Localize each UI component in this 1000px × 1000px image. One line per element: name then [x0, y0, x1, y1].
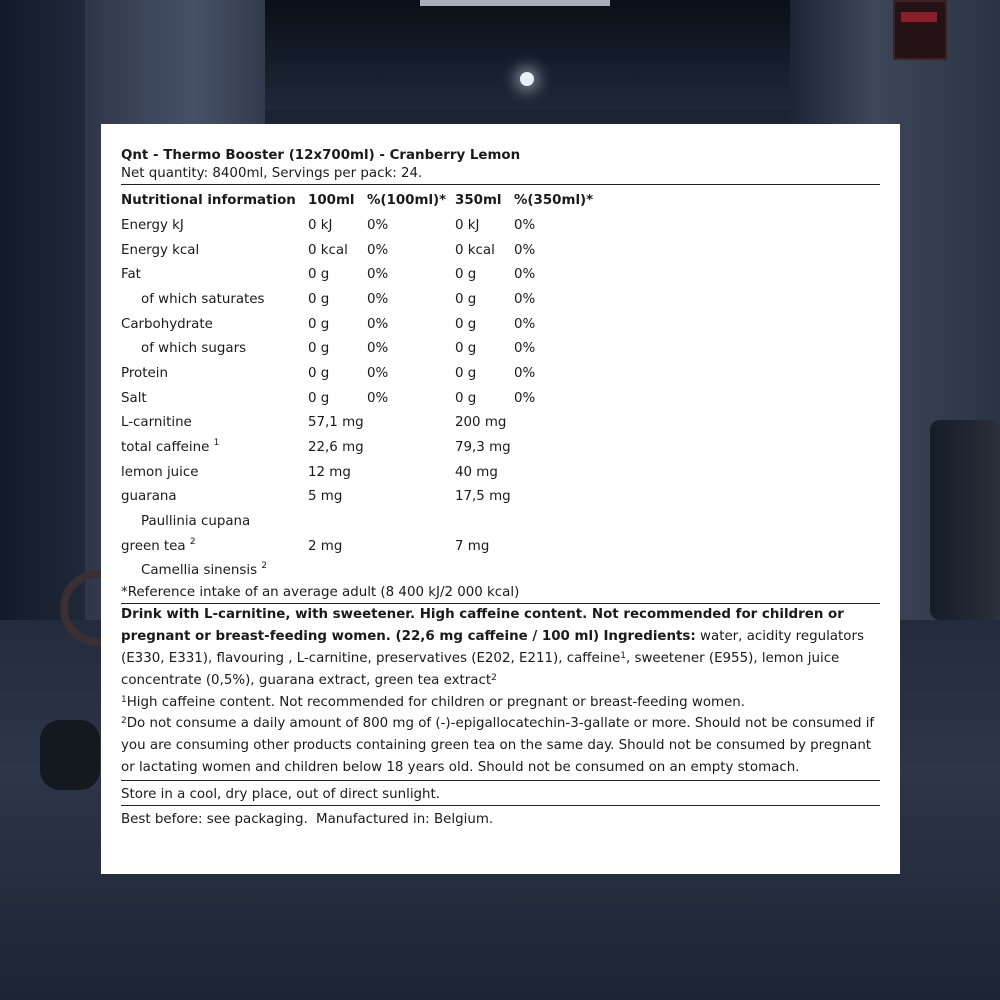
value-350ml-cell: 0 kcal [455, 242, 495, 258]
servings-label: Servings per pack: [271, 166, 397, 181]
footnote-2: Do not consume a daily amount of 800 mg of (-)-epigallocatechin-3-gallate or more. Should not be consumed if you are consuming other products containing green tea on the same day. Should not be consumed by pregnant or lactating women and children below 18 years old. Should not be consumed on an empty stomach. [121, 716, 875, 775]
value-350ml-cell: 79,3 mg [455, 440, 511, 456]
servings-value: 24. [400, 166, 423, 181]
wall-clock [893, 0, 947, 60]
value-350ml-cell: 7 mg [455, 538, 490, 554]
value-100ml-cell: 0 g [308, 365, 330, 381]
table-row [121, 238, 604, 263]
table-row [121, 287, 604, 312]
value-100ml-cell: 0 g [308, 267, 330, 283]
value-100ml-cell: 2 mg [308, 538, 343, 554]
value-100ml-cell: 0 g [308, 390, 330, 406]
percent-100ml-cell [367, 435, 455, 460]
percent-350ml-cell [514, 509, 604, 534]
percent-350ml-cell [514, 559, 604, 584]
net-quantity-value: 8400ml, [212, 166, 268, 181]
value-100ml-cell: 0 kcal [308, 242, 348, 258]
table-row [121, 361, 604, 386]
nutrient-name-cell [121, 238, 308, 263]
percent-350ml-cell [514, 460, 604, 485]
column-header: %(100ml)* [367, 192, 447, 208]
best-before-line [121, 806, 880, 830]
nutrient-name: Camellia sinensis [141, 563, 258, 579]
reference-intake-note: *Reference intake of an average adult (8 400 kJ/2 000 kcal) [121, 583, 880, 604]
value-100ml-cell: 0 g [308, 316, 330, 332]
footnote-1: High caffeine content. Not recommended for children or pregnant or breast-feeding women. [126, 694, 746, 710]
percent-350ml-cell: 0% [514, 242, 536, 258]
value-100ml-cell: 22,6 mg [308, 440, 364, 456]
value-350ml-cell [455, 559, 514, 584]
percent-100ml-cell: 0% [367, 217, 389, 233]
percent-350ml-cell: 0% [514, 267, 536, 283]
table-row [121, 435, 604, 460]
value-100ml-cell: 0 kJ [308, 217, 333, 233]
value-350ml-cell [455, 509, 514, 534]
nutrient-name: Salt [121, 390, 147, 406]
nutrient-name-cell [121, 534, 308, 559]
percent-350ml-cell [514, 411, 604, 436]
percent-100ml-cell: 0% [367, 242, 389, 258]
percent-350ml-cell: 0% [514, 341, 536, 357]
nutrition-label-card [101, 124, 900, 874]
nutrient-name: L-carnitine [121, 415, 192, 431]
percent-350ml-cell [514, 534, 604, 559]
nutrient-name: Fat [121, 267, 141, 283]
best-before-value: see packaging. [206, 811, 308, 827]
percent-350ml-cell: 0% [514, 316, 536, 332]
best-before-label: Best before: [121, 811, 203, 827]
footnote-marker: 1 [620, 650, 626, 661]
warning-text: Drink with L-carnitine, with sweetener. High caffeine content. Not recommended for children or pregnant or breast-feeding women. (22,6 mg caffeine / 100 ml) [121, 607, 844, 645]
ingredients-label: Ingredients: [603, 629, 696, 645]
net-quantity-label: Net quantity: [121, 166, 209, 181]
table-row [121, 336, 604, 361]
nutrient-name-cell [121, 262, 308, 287]
nutrient-name-cell [121, 287, 308, 312]
footnote-marker: 2 [121, 716, 127, 727]
spotlight [520, 72, 534, 86]
nutrient-name: total caffeine [121, 440, 210, 456]
nutrient-name: Energy kJ [121, 217, 184, 233]
table-row [121, 534, 604, 559]
product-title: Qnt - Thermo Booster (12x700ml) - Cranberry Lemon [121, 148, 521, 163]
value-350ml-cell: 17,5 mg [455, 489, 511, 505]
percent-350ml-cell [514, 435, 604, 460]
nutrient-name: Carbohydrate [121, 316, 213, 332]
table-row [121, 312, 604, 337]
table-row [121, 213, 604, 238]
value-350ml-cell: 40 mg [455, 464, 498, 480]
table-row [121, 386, 604, 411]
percent-100ml-cell: 0% [367, 291, 389, 307]
manufactured-value: Belgium. [433, 811, 494, 827]
column-header: 100ml [308, 192, 355, 208]
nutrient-name: guarana [121, 489, 177, 505]
footnote-marker: 1 [121, 694, 127, 705]
warning-and-ingredients [121, 604, 880, 780]
ceiling-light [420, 0, 610, 6]
percent-100ml-cell: 0% [367, 316, 389, 332]
percent-100ml-cell [367, 411, 455, 436]
foam-roller [40, 720, 100, 790]
value-100ml-cell: 0 g [308, 341, 330, 357]
column-header: 350ml [455, 192, 502, 208]
value-350ml-cell: 0 g [455, 365, 477, 381]
table-row [121, 460, 604, 485]
exercise-bike [930, 420, 1000, 620]
percent-100ml-cell [367, 485, 455, 510]
nutrient-name-cell [121, 509, 308, 534]
value-100ml-cell: 5 mg [308, 489, 343, 505]
percent-100ml-cell: 0% [367, 390, 389, 406]
manufactured-label: Manufactured in: [316, 811, 430, 827]
percent-100ml-cell [367, 460, 455, 485]
value-100ml-cell: 12 mg [308, 464, 351, 480]
nutrient-name-cell [121, 213, 308, 238]
value-350ml-cell: 0 g [455, 341, 477, 357]
nutrient-name: Paullinia cupana [141, 514, 251, 530]
table-row [121, 509, 604, 534]
value-350ml-cell: 0 g [455, 316, 477, 332]
value-100ml-cell: 0 g [308, 291, 330, 307]
percent-100ml-cell [367, 509, 455, 534]
value-350ml-cell: 0 g [455, 291, 477, 307]
value-350ml-cell: 0 g [455, 390, 477, 406]
footnote-marker: 1 [213, 438, 220, 449]
footnote-marker: 2 [189, 536, 196, 547]
storage-instructions: Store in a cool, dry place, out of direct sunlight. [121, 781, 880, 806]
value-100ml-cell [308, 509, 367, 534]
percent-100ml-cell [367, 534, 455, 559]
percent-350ml-cell: 0% [514, 291, 536, 307]
percent-100ml-cell: 0% [367, 267, 389, 283]
table-header-row [121, 187, 604, 213]
footnote-marker: 2 [491, 672, 497, 683]
table-row [121, 262, 604, 287]
nutrient-name: Energy kcal [121, 242, 200, 258]
nutrient-name-cell [121, 485, 308, 510]
table-row [121, 559, 604, 584]
value-350ml-cell: 0 g [455, 267, 477, 283]
nutrient-name-cell [121, 386, 308, 411]
value-100ml-cell [308, 559, 367, 584]
nutrient-name-cell [121, 312, 308, 337]
nutrient-name-cell [121, 435, 308, 460]
ingredients-text: , sweetener (E955), lemon juice concentrate (0,5%), guarana extract, green tea extract [121, 650, 840, 688]
footnote-marker: 2 [261, 561, 268, 572]
value-350ml-cell: 0 kJ [455, 217, 480, 233]
ingredients-text: water, acidity regulators (E330, E331), flavouring , L-carnitine, preservatives (E202, E211), caffeine [121, 629, 864, 666]
table-row [121, 411, 604, 436]
nutrient-name-cell [121, 336, 308, 361]
value-350ml-cell: 200 mg [455, 415, 507, 431]
nutrition-table [121, 187, 604, 583]
value-100ml-cell: 57,1 mg [308, 415, 364, 431]
percent-350ml-cell: 0% [514, 390, 536, 406]
net-quantity-line [121, 165, 880, 185]
percent-350ml-cell: 0% [514, 365, 536, 381]
table-row [121, 485, 604, 510]
column-header: Nutritional information [121, 192, 296, 208]
percent-100ml-cell: 0% [367, 341, 389, 357]
nutrient-name: of which sugars [141, 341, 247, 357]
nutrient-name: Protein [121, 365, 168, 381]
column-header: %(350ml)* [514, 192, 594, 208]
nutrient-name: of which saturates [141, 291, 265, 307]
nutrient-name: green tea [121, 538, 186, 554]
percent-100ml-cell: 0% [367, 365, 389, 381]
percent-350ml-cell: 0% [514, 217, 536, 233]
percent-350ml-cell [514, 485, 604, 510]
percent-100ml-cell [367, 559, 455, 584]
nutrient-name-cell [121, 460, 308, 485]
nutrient-name-cell [121, 361, 308, 386]
nutrient-name: lemon juice [121, 464, 199, 480]
nutrient-name-cell [121, 411, 308, 436]
nutrient-name-cell [121, 559, 308, 584]
